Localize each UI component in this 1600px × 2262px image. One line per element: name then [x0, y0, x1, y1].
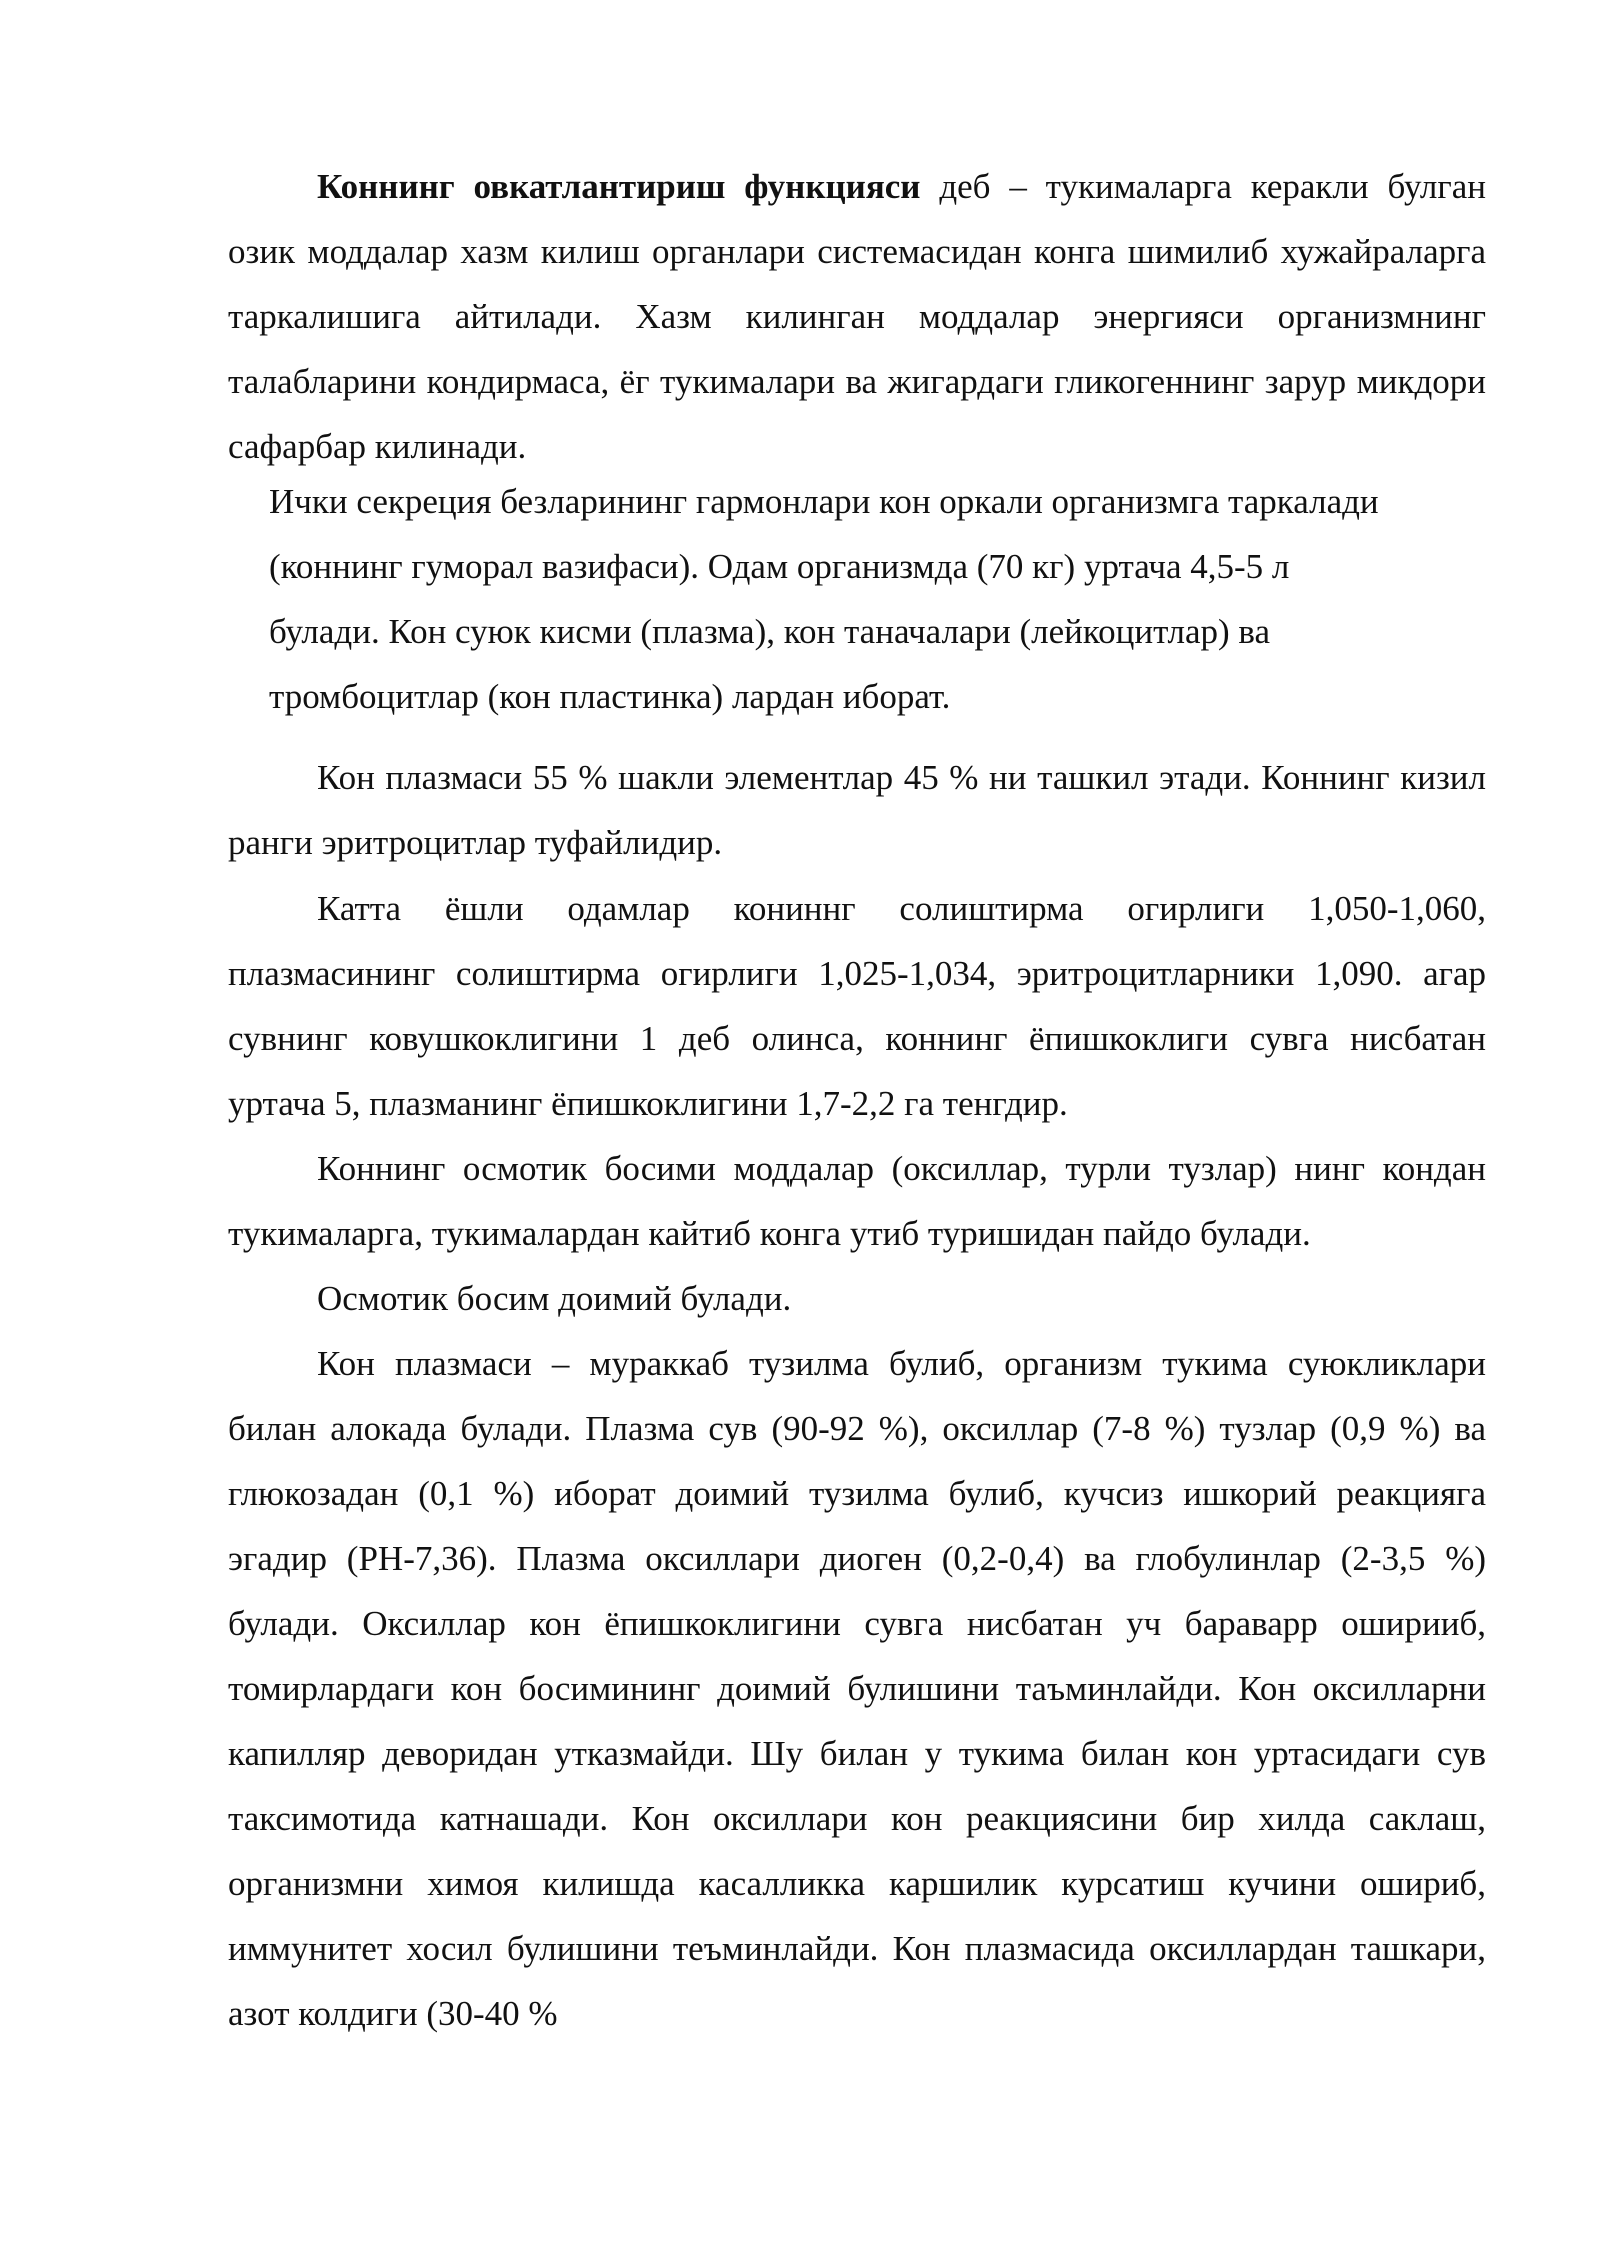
paragraph-2: Ички секреция безларининг гармонлари кон оркали организмга таркалади (коннинг гуморал вазифаси). Одам организмда (70 кг) уртача 4,5-5 л булади. Кон суюк кисми (плазма), кон таначалари (лейкоцитлар) ва тромбоцитлар (кон пластинка) лардан иборат.	[269, 482, 1379, 716]
paragraph-3: Кон плазмаси 55 % шакли элементлар 45 % ни ташкил этади. Коннинг кизил ранги эритроцитлар туфайлидир.	[228, 758, 1486, 862]
paragraph-4-block	[228, 876, 1486, 2046]
paragraph-2-block	[228, 469, 1486, 729]
paragraph-6: Осмотик босим доимий булади.	[317, 1279, 792, 1318]
paragraph-1-term: Коннинг овкатлантириш функцияси	[317, 167, 921, 206]
paragraph-4: Катта ёшли одамлар кониннг солиштирма огирлиги 1,050-1,060, плазмасининг солиштирма огирлиги 1,025-1,034, эритроцитларники 1,090. агар сувнинг ковушкоклигини 1 деб олинса, коннинг ёпишкоклиги сувга нисбатан уртача 5, плазманинг ёпишкоклигини 1,7-2,2 га тенгдир.	[228, 889, 1486, 1123]
paragraph-1	[228, 154, 1486, 479]
paragraph-7: Кон плазмаси – мураккаб тузилма булиб, организм тукима суюкликлари билан алокада булади. Плазма сув (90-92 %), оксиллар (7-8 %) тузлар (0,9 %) ва глюкозадан (0,1 %) иборат доимий тузилма булиб, кучсиз ишкорий реакцияга эгадир (РН-7,36). Плазма оксиллари диоген (0,2-0,4) ва глобулинлар (2-3,5 %) булади. Оксиллар кон ёпишкоклигини сувга нисбатан уч бараварр оширииб, томирлардаги кон босимининг доимий булишини таъминлайди. Кон оксилларни капилляр деворидан утказмайди. Шу билан у тукима билан кон уртасидаги сув таксимотида катнашади. Кон оксиллари кон реакциясини бир хилда саклаш, организмни химоя килишда касалликка каршилик курсатиш кучини ошириб, иммунитет хосил булишини теъминлайди. Кон плазмасида оксиллардан ташкари, азот колдиги (30-40 %	[228, 1344, 1486, 2033]
paragraph-1-block	[228, 154, 1486, 479]
paragraph-1-text: деб – тукималарга керакли булган озик моддалар хазм килиш органлари системасидан конга шимилиб хужайраларга таркалишига айтилади. Хазм килинган моддалар энергияси организмнинг талабларини кондирмаса, ёг тукималари ва жигардаги гликогеннинг зарур микдори сафарбар килинади.	[228, 167, 1486, 466]
paragraph-5: Коннинг осмотик босими моддалар (оксиллар, турли тузлар) нинг кондан тукималарга, тукималардан кайтиб конга утиб туришидан пайдо булади.	[228, 1149, 1486, 1253]
paragraph-3-block	[228, 745, 1486, 875]
